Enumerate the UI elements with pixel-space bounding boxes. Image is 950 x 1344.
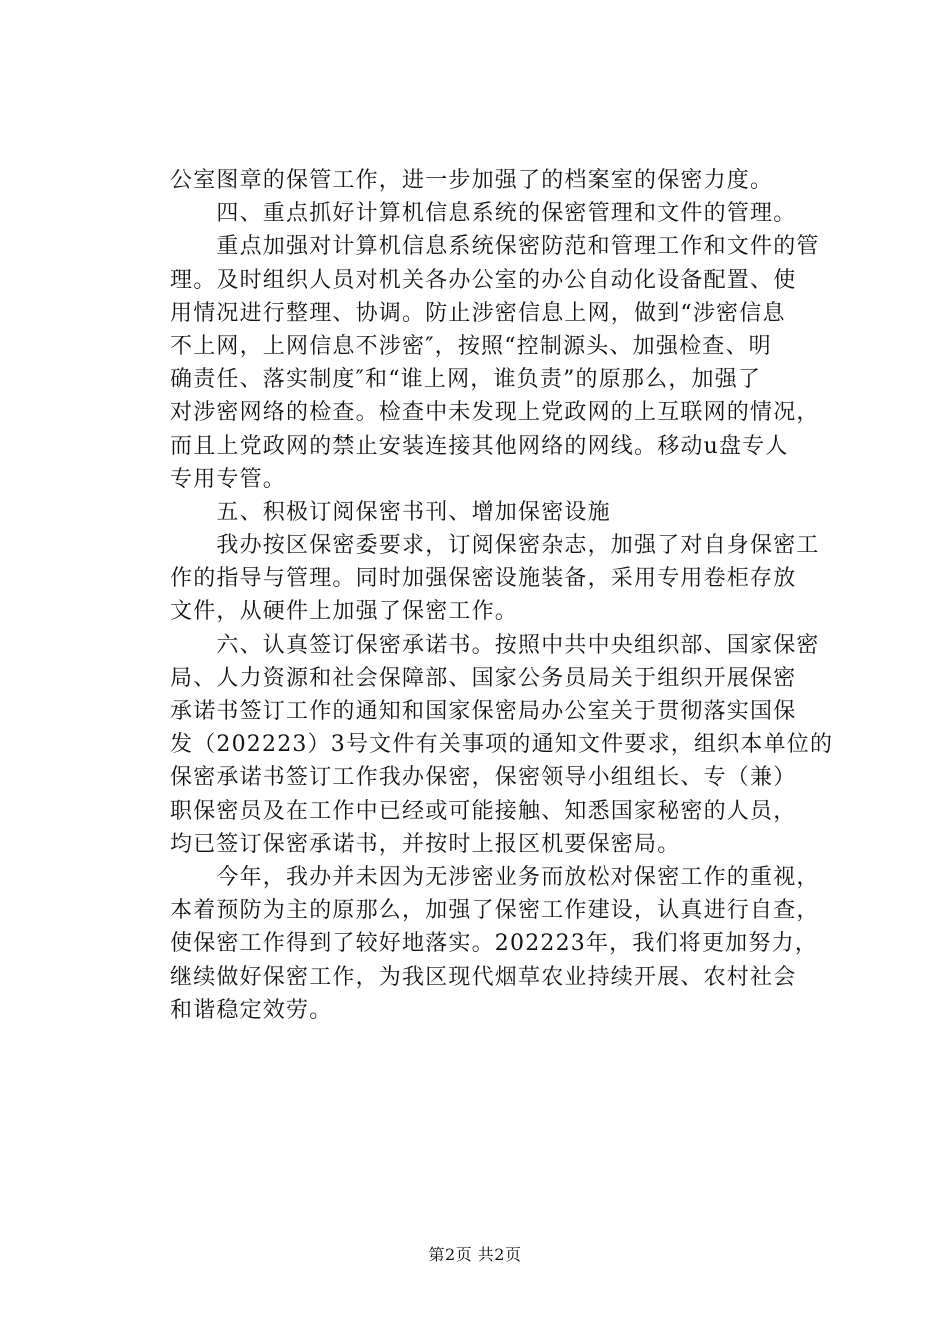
text-line: 继续做好保密工作，为我区现代烟草农业持续开展、农村社会 bbox=[170, 964, 797, 990]
text-line: 文件，从硬件上加强了保密工作。 bbox=[170, 599, 519, 625]
text-line: 局、人力资源和社会保障部、国家公务员局关于组织开展保密 bbox=[170, 665, 797, 691]
text-line: 本着预防为主的原那么，加强了保密工作建设，认真进行自查， bbox=[170, 898, 820, 924]
text-line: 我办按区保密委要求，订阅保密杂志，加强了对自身保密工 bbox=[170, 533, 820, 559]
text-line: 均已签订保密承诺书，并按时上报区机要保密局。 bbox=[170, 831, 681, 857]
text-line: 和谐稳定效劳。 bbox=[170, 997, 333, 1023]
section-heading: 五、积极订阅保密书刊、增加保密设施 bbox=[170, 499, 611, 525]
text-line: 对涉密网络的检查。检查中未发现上党政网的上互联网的情况， bbox=[170, 400, 820, 426]
text-line: 职保密员及在工作中已经或可能接触、知悉国家秘密的人员， bbox=[170, 798, 797, 824]
document-body bbox=[170, 164, 860, 1027]
text-line: 重点加强对计算机信息系统保密防范和管理工作和文件的管 bbox=[170, 234, 820, 260]
text-line: 承诺书签订工作的通知和国家保密局办公室关于贯彻落实国保 bbox=[170, 699, 797, 724]
text-line: 专用专管。 bbox=[170, 466, 287, 492]
text-line: 使保密工作得到了较好地落实。202223年，我们将更加努力， bbox=[170, 931, 818, 957]
text-line: 确责任、落实制度″和“谁上网，谁负责”的原那么，加强了 bbox=[170, 367, 762, 393]
text-line: 公室图章的保管工作，进一步加强了的档案室的保密力度。 bbox=[170, 168, 774, 193]
text-line: 保密承诺书签订工作我办保密，保密领导小组组长、专（兼） bbox=[170, 765, 797, 791]
text-line: 用情况进行整理、协调。防止涉密信息上网，做到“涉密信息 bbox=[170, 300, 786, 326]
text-line: 而且上党政网的禁止安装连接其他网络的网线。移动u盘专人 bbox=[170, 433, 789, 459]
section-heading: 四、重点抓好计算机信息系统的保密管理和文件的管理。 bbox=[170, 201, 797, 227]
page-number-footer: 第2页 共2页 bbox=[428, 1245, 522, 1264]
text-line: 作的指导与管理。同时加强保密设施装备，采用专用卷柜存放 bbox=[170, 566, 797, 592]
text-line: 发（202223）3号文件有关事项的通知文件要求，组织本单位的 bbox=[170, 732, 834, 758]
text-line: 理。及时组织人员对机关各办公室的办公自动化设备配置、使 bbox=[170, 267, 797, 293]
section-heading: 六、认真签订保密承诺书。按照中共中央组织部、国家保密 bbox=[170, 632, 820, 658]
text-line: 今年，我办并未因为无涉密业务而放松对保密工作的重视， bbox=[170, 864, 820, 890]
text-line: 不上网，上网信息不涉密″，按照“控制源头、加强检查、明 bbox=[170, 333, 772, 359]
